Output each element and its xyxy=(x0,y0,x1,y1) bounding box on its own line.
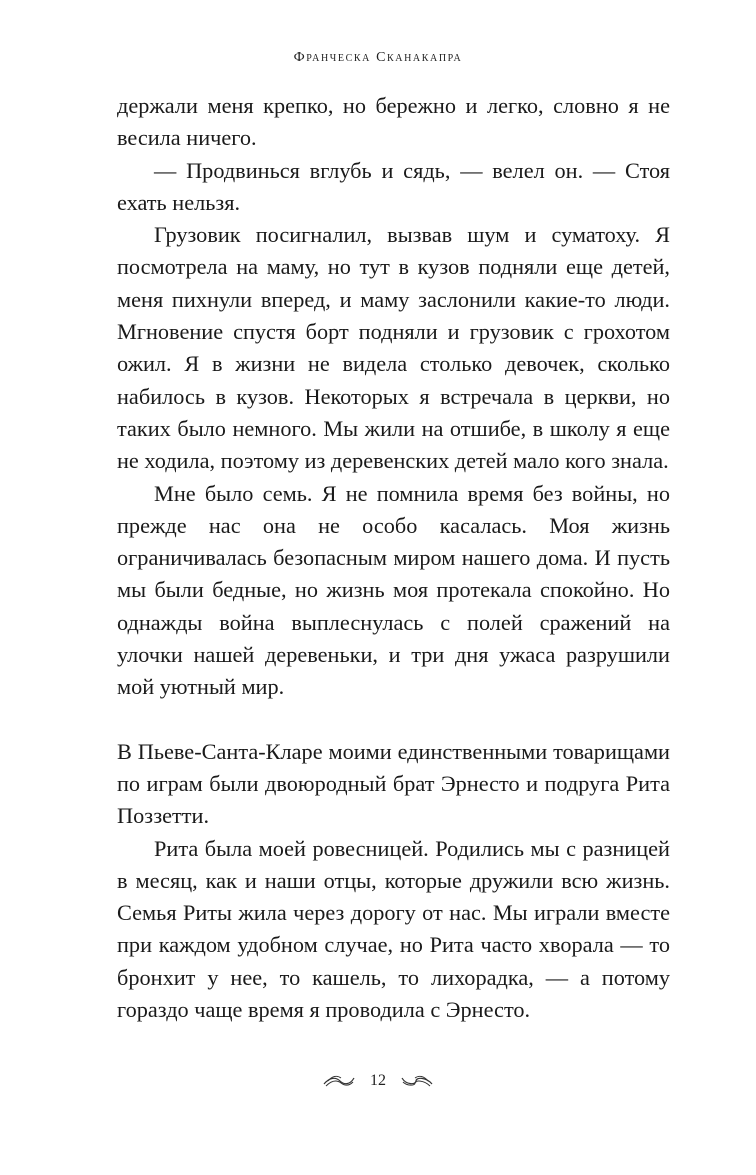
wave-flourish-icon xyxy=(400,1074,434,1088)
paragraph: Мне было семь. Я не помнила время без войны, но прежде нас она не особо касалась. Моя жизнь ограничивалась безопасным миром нашего дома. И пусть мы были бедные, но жизнь моя протекала спокойно. Но однажды война выплеснулась с полей сражений на улочки нашей деревеньки, и три дня ужаса разрушили мой уютный мир. xyxy=(117,480,670,700)
running-head: Франческа Сканакапра xyxy=(293,50,463,65)
paragraph: Грузовик посигналил, вызвав шум и суматоху. Я посмотрела на маму, но тут в кузов подняли еще детей, меня пихнули вперед, и маму заслонили какие-то люди. Мгновение спустя борт подняли и грузовик с грохотом ожил. Я в жизни не видела столько девочек, сколько набилось в кузов. Некоторых я встречала в церкви, но таких было немного. Мы жили на отшибе, в школу я еще не ходила, поэтому из деревенских детей мало кого знала. xyxy=(117,222,670,474)
body-text xyxy=(117,90,670,1026)
paragraph: держали меня крепко, но бережно и легко, словно я не весила ничего. xyxy=(117,93,670,151)
section-break xyxy=(117,704,670,736)
page-number: 12 xyxy=(370,1072,386,1089)
paragraph: — Продвинься вглубь и сядь, — велел он. — Стоя ехать нельзя. xyxy=(117,157,670,215)
paragraph: В Пьеве-Санта-Кларе моими единственными товарищами по играм были двоюродный брат Эрнесто и подруга Рита Поззетти. xyxy=(117,738,670,829)
wave-flourish-icon xyxy=(322,1074,356,1088)
page-footer xyxy=(0,1072,756,1090)
paragraph: Рита была моей ровесницей. Родились мы с разницей в месяц, как и наши отцы, которые дружили всю жизнь. Семья Риты жила через дорогу от нас. Мы играли вместе при каждом удобном случае, но Рита часто хворала — то бронхит у нее, то кашель, то лихорадка, — а потому гораздо чаще время я проводила с Эрнесто. xyxy=(117,835,670,1023)
